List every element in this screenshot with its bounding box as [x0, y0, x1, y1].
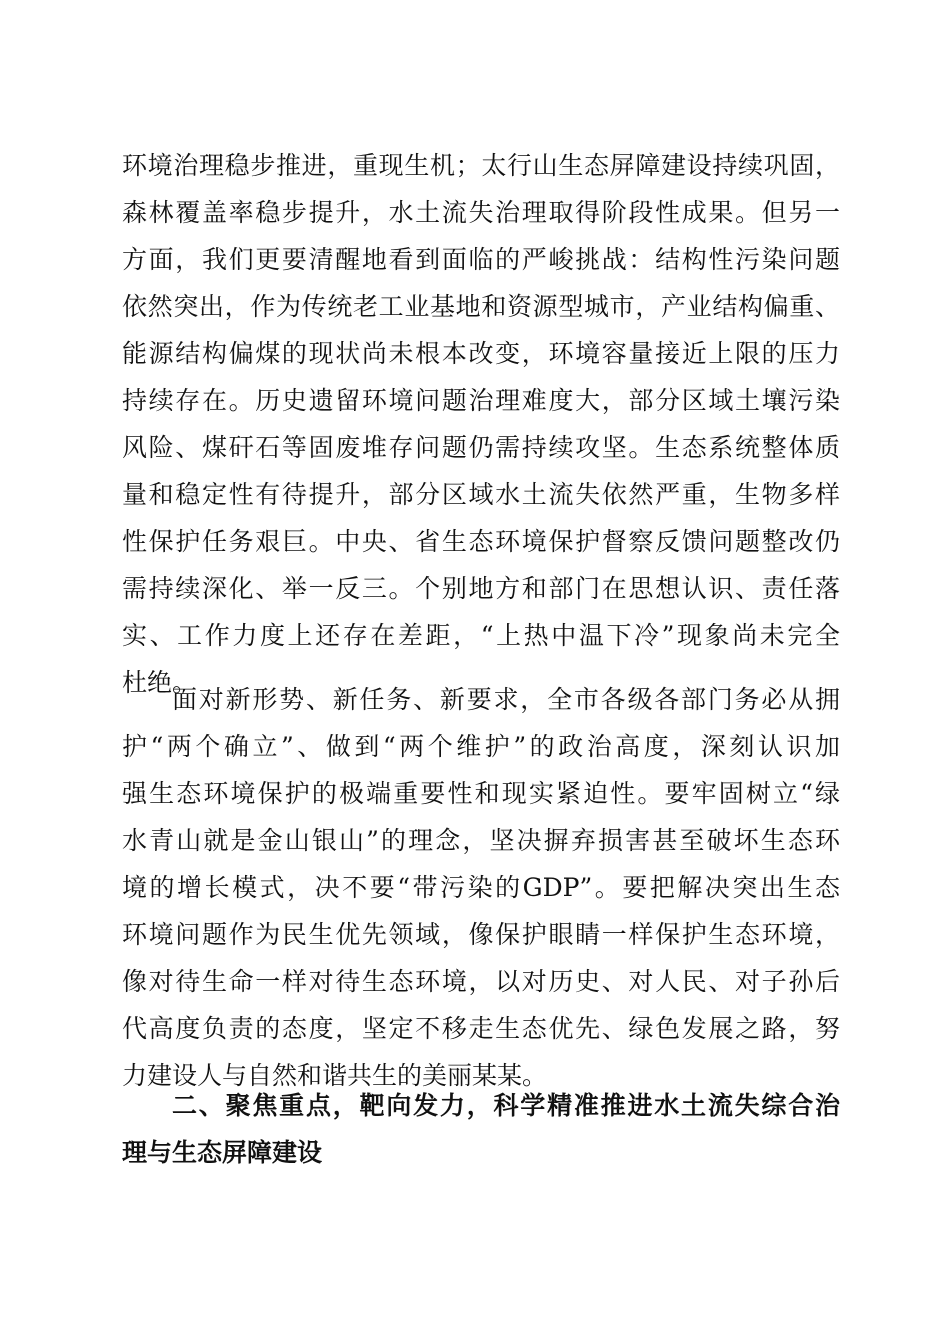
paragraph-2: [122, 676, 840, 1099]
section-heading-line: 理与生态屏障建设: [122, 1138, 323, 1167]
paragraph-1-line: 需持续深化、举一反三。个别地方和部门在思想认识、责任落: [122, 574, 840, 603]
paragraph-1-line: 能源结构偏煤的现状尚未根本改变，环境容量接近上限的压力: [122, 339, 840, 368]
paragraph-1-line: 量和稳定性有待提升，部分区域水土流失依然严重，生物多样: [122, 480, 840, 509]
paragraph-2-line: 代高度负责的态度，坚定不移走生态优先、绿色发展之路，努: [122, 1014, 840, 1043]
paragraph-1-line: 风险、煤矸石等固废堆存问题仍需持续攻坚。生态系统整体质: [122, 433, 840, 462]
paragraph-2-line: 力建设人与自然和谐共生的美丽某某。: [122, 1061, 548, 1090]
section-heading: [122, 1082, 840, 1176]
paragraph-2-line: 护“两个确立”、做到“两个维护”的政治高度，深刻认识加: [122, 732, 840, 761]
paragraph-2-line: 像对待生命一样对待生态环境，以对历史、对人民、对子孙后: [122, 967, 840, 996]
paragraph-1-line: 森林覆盖率稳步提升，水土流失治理取得阶段性成果。但另一: [122, 198, 840, 227]
paragraph-2-line: 水青山就是金山银山”的理念，坚决摒弃损害甚至破坏生态环: [122, 826, 840, 855]
section-heading-line: 二、聚焦重点，靶向发力，科学精准推进水土流失综合治: [172, 1091, 840, 1120]
paragraph-1-line: 持续存在。历史遗留环境问题治理难度大，部分区域土壤污染: [122, 386, 840, 415]
paragraph-1-line: 方面，我们更要清醒地看到面临的严峻挑战：结构性污染问题: [122, 245, 840, 274]
paragraph-2-line: 面对新形势、新任务、新要求，全市各级各部门务必从拥: [172, 685, 840, 714]
paragraph-1-line: 环境治理稳步推进，重现生机；太行山生态屏障建设持续巩固，: [122, 151, 840, 180]
paragraph-2-line: 强生态环境保护的极端重要性和现实紧迫性。要牢固树立“绿: [122, 779, 840, 808]
paragraph-2-line: 境的增长模式，决不要“带污染的GDP”。要把解决突出生态: [122, 873, 840, 902]
paragraph-1-line: 依然突出，作为传统老工业基地和资源型城市，产业结构偏重、: [122, 292, 840, 321]
paragraph-1-line: 实、工作力度上还存在差距，“上热中温下冷”现象尚未完全: [122, 621, 840, 650]
paragraph-1-line: 杜绝。: [122, 668, 198, 697]
paragraph-2-line: 环境问题作为民生优先领域，像保护眼睛一样保护生态环境，: [122, 920, 840, 949]
paragraph-1: [122, 142, 840, 706]
paragraph-1-line: 性保护任务艰巨。中央、省生态环境保护督察反馈问题整改仍: [122, 527, 840, 556]
